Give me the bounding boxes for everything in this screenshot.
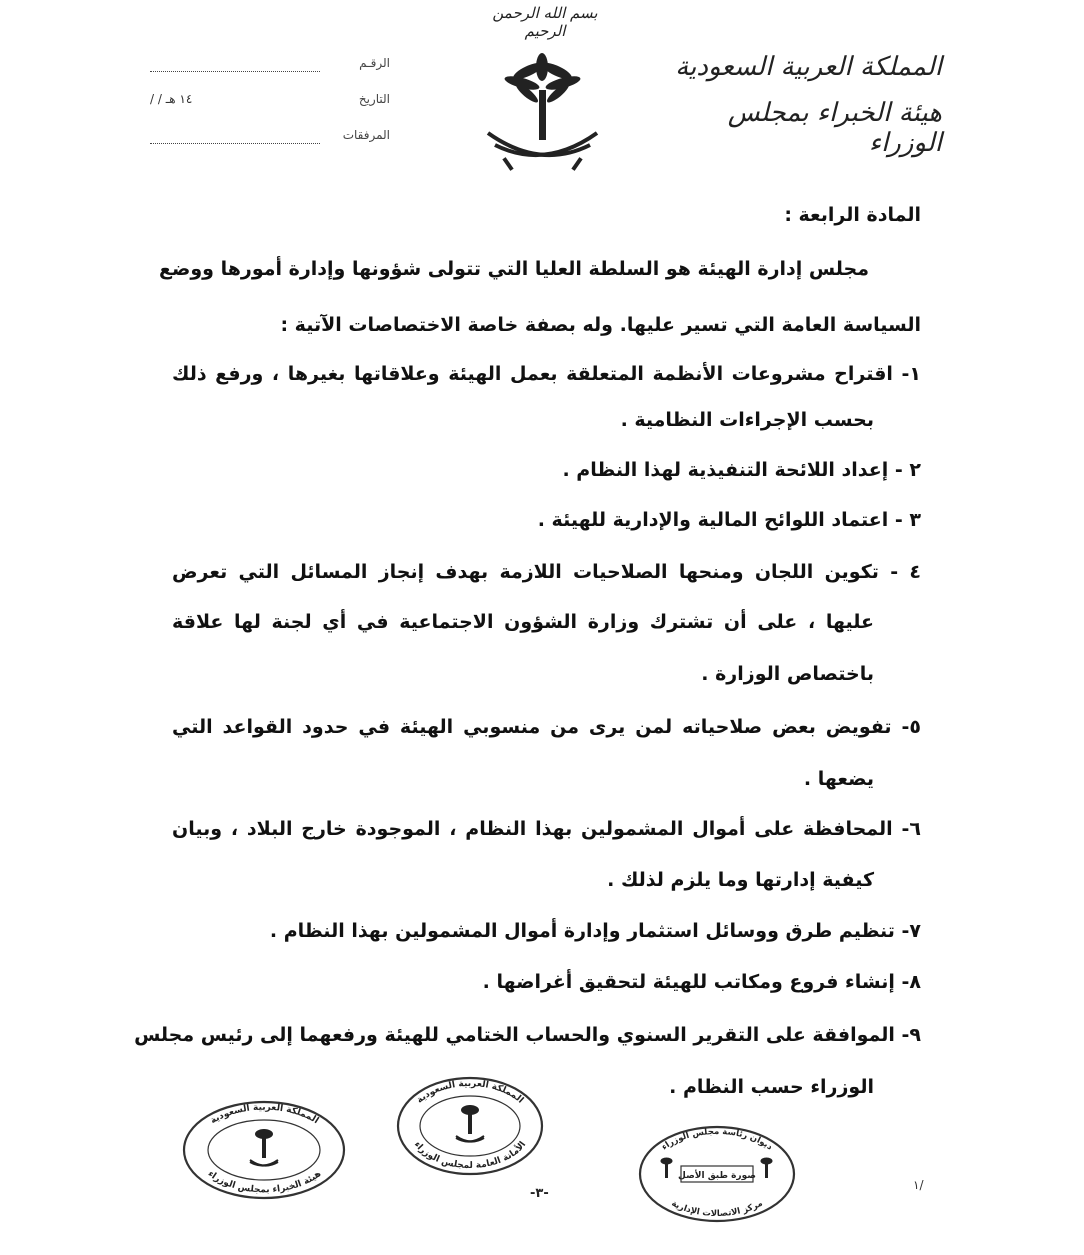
- item-2: ٢ - إعداد اللائحة التنفيذية لهذا النظام .: [562, 459, 921, 481]
- saudi-emblem-icon: [480, 45, 605, 180]
- side-mark: ١/: [913, 1178, 924, 1192]
- number-label: الرقـم: [359, 56, 390, 70]
- stamp-certified-copy: [637, 1124, 797, 1224]
- number-field: [150, 56, 400, 78]
- svg-text:ديوان رئاسة مجلس الوزراء: [660, 1127, 775, 1153]
- stamp-emblem-icon: [456, 1105, 484, 1142]
- item-7: ٧- تنظيم طرق ووسائل استثمار وإدارة أموال المشمولين بهذا النظام .: [269, 920, 921, 942]
- article-title: المادة الرابعة :: [784, 204, 921, 226]
- page-number: -٣-: [530, 1186, 549, 1201]
- item-4-line-2: عليها ، على أن تشترك وزارة الشؤون الاجتماعية في أي لجنة لها علاقة: [172, 611, 874, 633]
- attachments-line: [150, 143, 320, 144]
- item-9-line-1: ٩- الموافقة على التقرير السنوي والحساب الختامي للهيئة ورفعهما إلى رئيس مجلس: [134, 1024, 921, 1046]
- attachments-label: المرفقات: [342, 128, 390, 142]
- date-format: ١٤ هـ / /: [150, 92, 193, 106]
- item-5-line-2: يضعها .: [803, 768, 874, 790]
- stamp-cabinet-secretariat: [395, 1076, 545, 1176]
- stamp-left-top: المملكة العربية السعودية: [208, 1102, 321, 1127]
- item-9-line-2: الوزراء حسب النظام .: [669, 1076, 874, 1098]
- item-5-line-1: ٥- تفويض بعض صلاحياته لمن يرى من منسوبي الهيئة في حدود القواعد التي: [172, 716, 921, 738]
- item-4-line-1: ٤ - تكوين اللجان ومنحها الصلاحيات اللازمة بهدف إنجاز المسائل التي تعرض: [172, 561, 921, 583]
- item-1-line-1: ١- اقتراح مشروعات الأنظمة المتعلقة بعمل الهيئة وعلاقاتها بغيرها ، ورفع ذلك: [172, 363, 921, 385]
- stamp-emblem-icon: [250, 1129, 278, 1166]
- item-4-line-3: باختصاص الوزارة .: [701, 663, 874, 685]
- intro-line-1: مجلس إدارة الهيئة هو السلطة العليا التي تتولى شؤونها وإدارة أمورها ووضع: [159, 258, 869, 280]
- attachments-field: [150, 128, 400, 150]
- item-3: ٣ - اعتماد اللوائح المالية والإدارية للهيئة .: [537, 509, 921, 531]
- number-line: [150, 71, 320, 72]
- agency-title: هيئة الخبراء بمجلس الوزراء: [727, 98, 942, 158]
- kingdom-title: المملكة العربية السعودية: [675, 52, 942, 82]
- stamp-right-center: صورة طبق الأصل: [678, 1171, 756, 1181]
- item-8: ٨- إنشاء فروع ومكاتب للهيئة لتحقيق أغراضها .: [482, 971, 921, 993]
- item-6-line-2: كيفية إدارتها وما يلزم لذلك .: [607, 869, 874, 891]
- item-6-line-1: ٦- المحافظة على أموال المشمولين بهذا النظام ، الموجودة خارج البلاد ، وبيان: [172, 818, 921, 840]
- stamp-left-bottom: هيئة الخبراء بمجلس الوزراء: [205, 1169, 324, 1196]
- svg-text:المملكة العربية السعودية: [209, 1103, 320, 1127]
- stamp-middle-bottom: الأمانة العامة لمجلس الوزراء: [411, 1139, 529, 1172]
- date-label: التاريخ: [358, 92, 390, 106]
- stamp-right-top: ديوان رئاسة مجلس الوزراء: [659, 1126, 775, 1153]
- svg-text:المملكة العربية السعودية: [415, 1079, 525, 1106]
- stamp-right-bottom: مركز الاتصالات الإدارية: [669, 1198, 765, 1220]
- intro-line-2: السياسة العامة التي تسير عليها. وله بصفة خاصة الاختصاصات الآتية :: [280, 314, 921, 336]
- stamp-experts-commission: [182, 1100, 347, 1200]
- date-field: [150, 92, 400, 114]
- basmala: بسم الله الرحمن الرحيم: [492, 4, 598, 40]
- stamp-middle-top: المملكة العربية السعودية: [414, 1078, 526, 1106]
- item-1-line-2: بحسب الإجراءات النظامية .: [620, 409, 874, 431]
